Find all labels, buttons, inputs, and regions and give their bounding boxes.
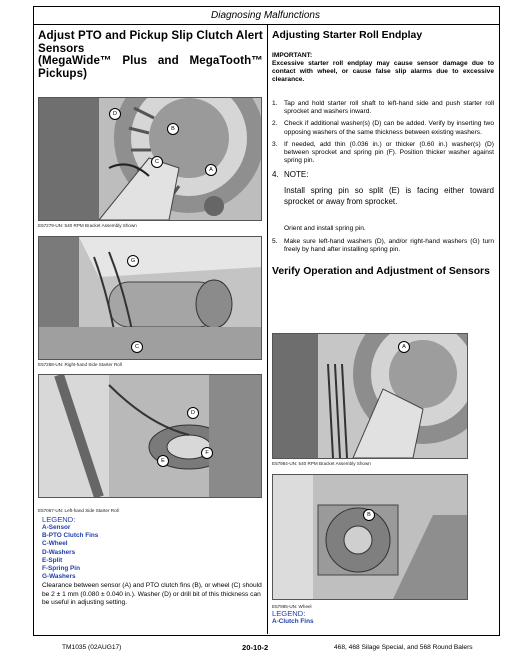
figure-caption: E57067-UN: Left-hand Side Starter Roll <box>38 508 119 513</box>
callout-label: B <box>363 509 375 521</box>
callout-label: B <box>167 123 179 135</box>
section-heading <box>38 30 263 80</box>
legend-item: A-Sensor <box>42 524 71 531</box>
right-column <box>272 30 494 278</box>
legend-item: C-Wheel <box>42 540 68 548</box>
column-divider <box>267 24 268 634</box>
callout-label: E <box>157 455 169 467</box>
important-text: Excessive starter roll endplay may cause sensor damage due to contact with wheel, or cause false slip alarms due to excessive clearance. <box>272 60 494 83</box>
left-column <box>38 30 263 80</box>
figure-caption: E57984-UN: 540 RPM Bracket Assembly Shown <box>272 461 371 466</box>
step-text: NOTE: <box>284 170 309 180</box>
step-item <box>272 141 494 166</box>
page-header: Diagnosing Malfunctions <box>211 10 320 21</box>
figure-bracket-assembly-verify <box>272 333 468 459</box>
step-number: 3. <box>272 140 278 148</box>
header-rule <box>33 24 499 25</box>
footer-product: 468, 468 Silage Special, and 568 Round Balers <box>334 644 473 651</box>
step-text: Tap and hold starter roll shaft to left-hand side and push starter roll sprocket and washers inward. <box>284 100 494 116</box>
important-label: IMPORTANT: <box>272 52 313 59</box>
step-number: 4. <box>272 170 279 180</box>
callout-label: D <box>109 108 121 120</box>
figure-wheel <box>272 474 468 600</box>
step-item <box>272 238 494 254</box>
orient-text: Orient and install spring pin. <box>284 225 366 233</box>
step-number: 1. <box>272 100 278 107</box>
step-item <box>272 120 494 136</box>
figure-right-starter-roll <box>38 236 262 360</box>
callout-label: C <box>131 341 143 353</box>
footer-manual-id: TM1035 (02AUG17) <box>62 644 122 651</box>
step-number: 2. <box>272 120 278 128</box>
step-text: Check if additional washer(s) (D) can be added. Verify by inserting two opposing washers of the same thickness between existing washers. <box>284 120 494 136</box>
step-text: If needed, add thin (0.036 in.) or thicker (0.60 in.) washer(s) (D) between sprocket and spring pin (F). Position thicker washer against spring pin. <box>284 140 494 165</box>
figure-left-starter-roll <box>38 374 262 498</box>
section-heading: Adjusting Starter Roll Endplay <box>272 30 423 41</box>
callout-label: A <box>398 341 410 353</box>
step-item <box>272 100 494 116</box>
legend-item: D-Washers <box>42 548 76 556</box>
heading-line: (MegaWide™ Plus and MegaTooth™ <box>38 54 263 67</box>
callout-label: F <box>201 447 213 459</box>
legend-title: LEGEND: <box>42 515 76 524</box>
left-legend <box>42 515 262 607</box>
legend-item: A-Clutch Fins <box>272 618 314 625</box>
figure-caption: E57985-UN: Wheel <box>272 604 312 609</box>
note-text: Install spring pin so split (E) is facing either toward sprocket or away from sprocket. <box>284 186 494 207</box>
legend-title: LEGEND: <box>272 609 306 618</box>
legend-item: E-Split <box>42 556 63 564</box>
legend-item: B-PTO Clutch Fins <box>42 532 99 540</box>
step-number: 5. <box>272 237 278 245</box>
legend-item: F-Spring Pin <box>42 565 80 573</box>
callout-label: A <box>205 164 217 176</box>
heading-line: Adjust PTO and Pickup Slip Clutch Alert <box>38 29 263 42</box>
footer-page-number: 20-10-2 <box>242 643 269 652</box>
steps-list <box>272 100 494 180</box>
step-text: Make sure left-hand washers (D), and/or right-hand washers (G) turn freely by hand after installing spring pin. <box>284 237 494 253</box>
callout-label: D <box>187 407 199 419</box>
figure-bracket-assembly <box>38 97 262 221</box>
heading-line: Pickups) <box>38 66 88 80</box>
right-legend <box>272 609 314 626</box>
clearance-paragraph: Clearance between sensor (A) and PTO clutch fins (B), or wheel (C) should be 2 ± 1 mm (0.080 ± 0.040 in.). Washer (D) or drill bit of this thickness can be useful in adjusting setting. <box>42 582 262 606</box>
legend-item: G-Washers <box>42 573 76 581</box>
step-item <box>272 169 494 180</box>
callout-label: C <box>151 156 163 168</box>
heading-line: Sensors <box>38 41 85 55</box>
section-heading-verify: Verify Operation and Adjustment of Sensors <box>272 266 490 278</box>
figure-caption: E57268-UN: Right-hand Side Starter Roll <box>38 362 122 367</box>
callout-label: G <box>127 255 139 267</box>
figure-caption: E57279-UN: 540 RPM Bracket Assembly Shown <box>38 223 137 228</box>
